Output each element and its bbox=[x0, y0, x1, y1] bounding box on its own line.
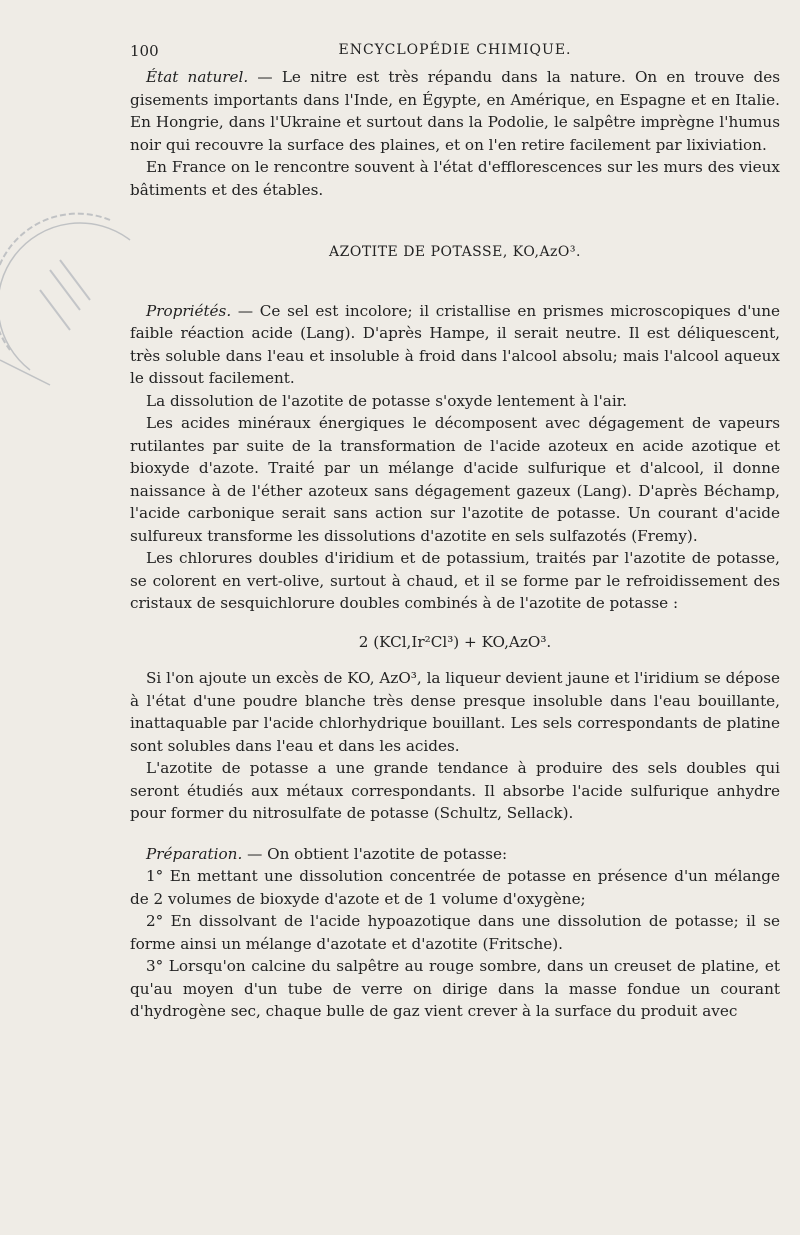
lead-proprietes: Propriétés. bbox=[146, 301, 232, 320]
paragraph-etat-naturel bbox=[130, 66, 780, 156]
paragraph-france: En France on le rencontre souvent à l'état d'efflorescences sur les murs des vieux bâtiments et des étables. bbox=[130, 158, 780, 199]
running-title: ENCYCLOPÉDIE CHIMIQUE. bbox=[338, 42, 572, 58]
library-stamp-icon bbox=[0, 200, 140, 390]
page-number: 100 bbox=[130, 42, 159, 60]
paragraph-oxydation: La dissolution de l'azotite de potasse s'oxyde lentement à l'air. bbox=[146, 391, 628, 410]
paragraph-chlorures: Les chlorures doubles d'iridium et de potassium, traités par l'azotite de potasse, se colorent en vert-olive, surtout à chaud, et il se forme par le refroidissement des cristaux de sesquichlorure doubles combinés à de l'azotite de potasse : bbox=[130, 549, 780, 612]
paragraph-text: — Le nitre est très répandu dans la nature. On en trouve des gisements importants dans l'Inde, en Égypte, en Amérique, en Espagne et en Italie. En Hongrie, dans l'Ukraine et surtout dans la Podolie, le salpêtre imprègne l'humus noir qui recouvre la surface des plaines, et on l'en retire facilement par lixiviation. bbox=[130, 68, 780, 154]
section-title-text: AZOTITE DE POTASSE, bbox=[329, 244, 513, 260]
paragraph-proprietes bbox=[130, 300, 780, 390]
lead-etat-naturel: État naturel. bbox=[146, 68, 249, 86]
paragraph-sels-doubles: L'azotite de potasse a une grande tendance à produire des sels doubles qui seront étudiés aux métaux correspondants. Il absorbe l'acide sulfurique anhydre pour former du nitrosulfate de potasse (Schultz, Sellack). bbox=[130, 759, 780, 822]
paragraph-preparation bbox=[130, 843, 780, 866]
page-body bbox=[130, 66, 780, 1023]
paragraph-acides: Les acides minéraux énergiques le décomposent avec dégagement de vapeurs rutilantes par suite de la transformation de l'acide azoteux en acide azotique et bioxyde d'azote. Traité par un mélange d'acide sulfurique et d'alcool, il donne naissance à de l'éther azoteux sans dégagement gazeux (Lang). D'après Béchamp, l'acide carbonique serait sans action sur l'azotite de potasse. Un courant d'acide sulfureux transforme les dissolutions d'azotite en sels sulfazotés (Fremy). bbox=[130, 414, 780, 545]
section-title bbox=[130, 241, 780, 264]
paragraph-prep-3: 3° Lorsqu'on calcine du salpêtre au rouge sombre, dans un creuset de platine, et qu'au moyen d'un tube de verre on dirige dans la masse fondue un courant d'hydrogène sec, chaque bulle de gaz vient crever à la surface du produit avec bbox=[130, 957, 780, 1020]
paragraph-text: — Ce sel est incolore; il cristallise en prismes microscopiques d'une faible réaction acide (Lang). D'après Hampe, il serait neutre. Il est déliquescent, très soluble dans l'eau et insoluble à froid dans l'alcool absolu; mais l'alcool aqueux le dissout facilement. bbox=[130, 301, 780, 387]
section-title-formula: KO,AzO³. bbox=[512, 244, 581, 260]
paragraph-exces: Si l'on ajoute un excès de KO, AzO³, la liqueur devient jaune et l'iridium se dépose à l'état d'une poudre blanche très dense presque insoluble dans l'eau bouillante, inattaquable par l'acide chlorhydrique bouillant. Les sels correspondants de platine sont solubles dans l'eau et dans les acides. bbox=[130, 669, 780, 755]
lead-preparation: Préparation. bbox=[146, 844, 243, 863]
paragraph-text: — On obtient l'azotite de potasse: bbox=[242, 844, 508, 863]
paragraph-prep-2: 2° En dissolvant de l'acide hypoazotique dans une dissolution de potasse; il se forme ainsi un mélange d'azotate et d'azotite (Fritsche). bbox=[130, 912, 780, 953]
paragraph-prep-1: 1° En mettant une dissolution concentrée de potasse en présence d'un mélange de 2 volumes de bioxyde d'azote et de 1 volume d'oxygène; bbox=[130, 867, 780, 908]
equation: 2 (KCl,Ir²Cl³) + KO,AzO³. bbox=[358, 632, 552, 651]
page-header bbox=[130, 42, 780, 66]
